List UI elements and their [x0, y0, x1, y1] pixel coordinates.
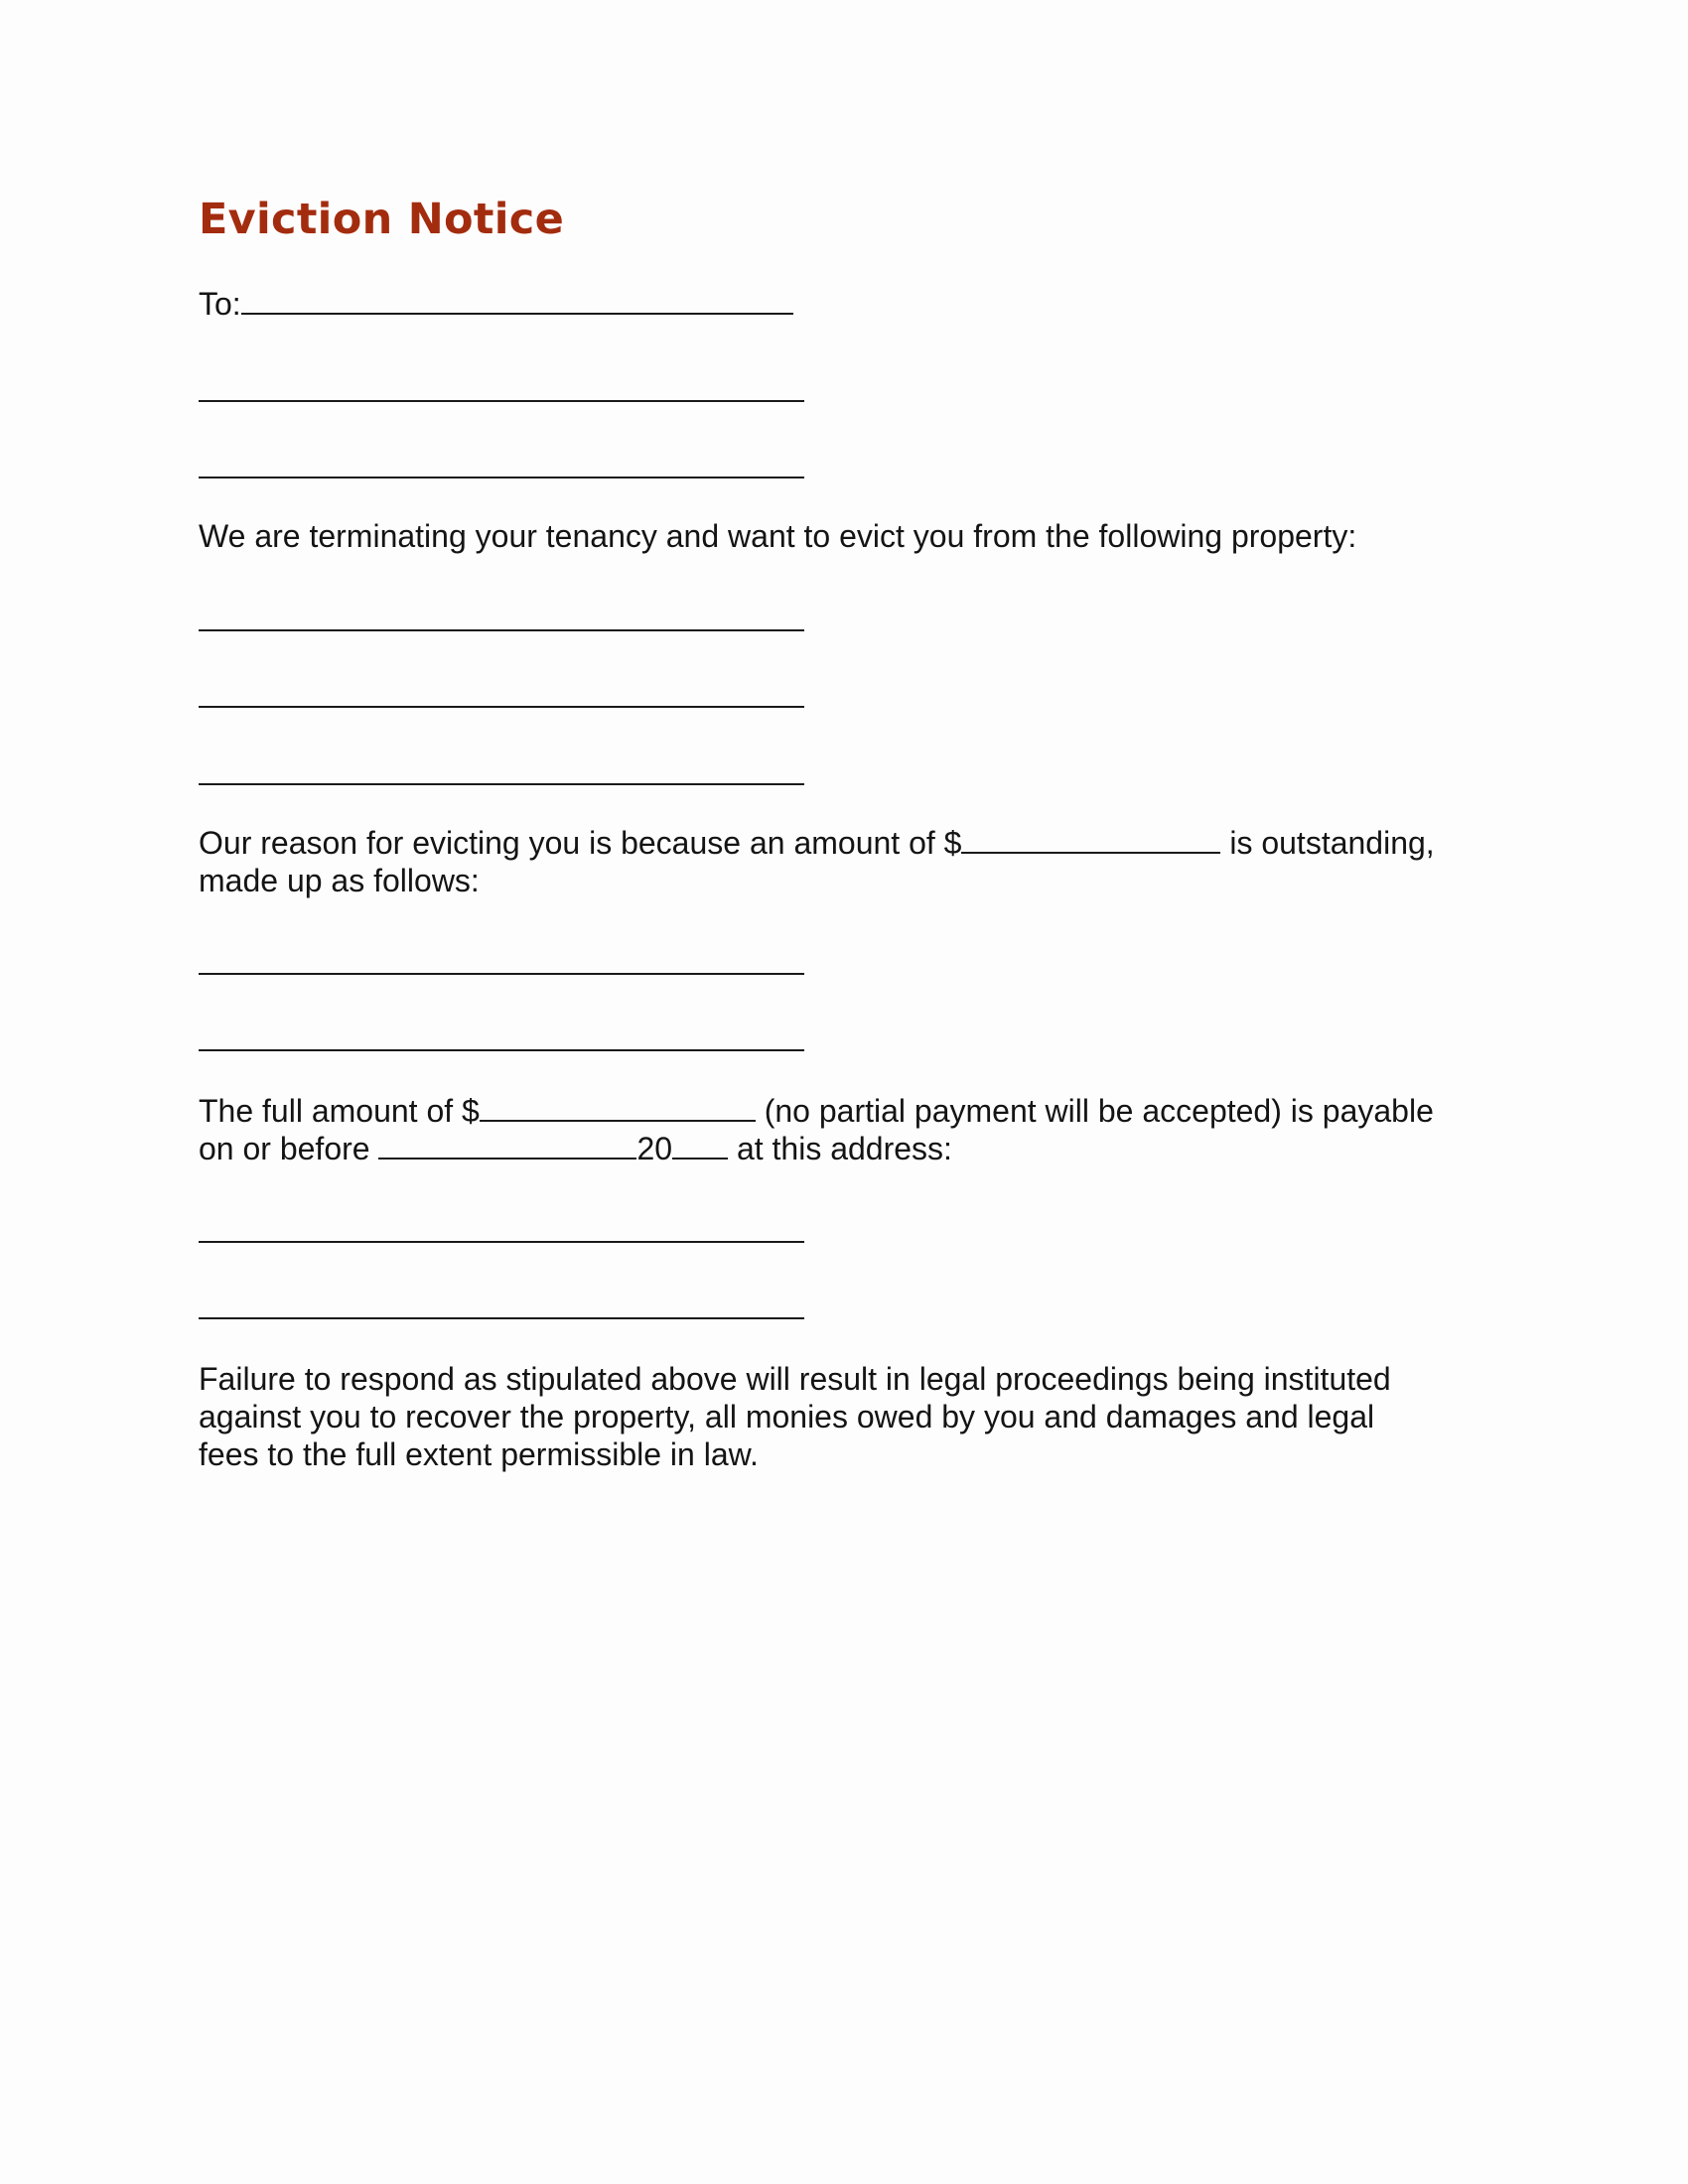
payment-address-blank-1[interactable]: [199, 1241, 804, 1243]
property-blank-2[interactable]: [199, 706, 804, 708]
to-row: [199, 285, 793, 323]
reason-paragraph: [199, 824, 1489, 899]
payment-address-blank-2[interactable]: [199, 1317, 804, 1319]
reason-text-b: is outstanding,: [1220, 825, 1435, 861]
breakdown-blank-1[interactable]: [199, 973, 804, 975]
full-amount-blank[interactable]: [480, 1093, 756, 1122]
to-address-blank-2[interactable]: [199, 477, 804, 478]
reason-text-c: made up as follows:: [199, 863, 480, 898]
reason-text-a: Our reason for evicting you is because an amount of $: [199, 825, 962, 861]
property-blank-1[interactable]: [199, 629, 804, 631]
failure-line-1: Failure to respond as stipulated above will result in legal proceedings being instituted: [199, 1361, 1391, 1397]
outstanding-amount-blank[interactable]: [961, 825, 1220, 854]
to-name-blank[interactable]: [241, 286, 793, 315]
failure-line-2: against you to recover the property, all monies owed by you and damages and legal: [199, 1399, 1375, 1434]
payment-text-b: (no partial payment will be accepted) is payable: [755, 1093, 1434, 1129]
page-title: Eviction Notice: [199, 195, 565, 244]
to-address-blank-1[interactable]: [199, 400, 804, 402]
property-blank-3[interactable]: [199, 783, 804, 785]
payment-text-c: on or before: [199, 1131, 379, 1166]
breakdown-blank-2[interactable]: [199, 1049, 804, 1051]
termination-paragraph: We are terminating your tenancy and want to evict you from the following property:: [199, 518, 1357, 554]
failure-line-3: fees to the full extent permissible in law.: [199, 1436, 759, 1472]
failure-paragraph: [199, 1360, 1489, 1473]
to-label: To:: [199, 286, 241, 322]
payment-paragraph: [199, 1092, 1489, 1167]
payment-text-a: The full amount of $: [199, 1093, 480, 1129]
payment-text-e: at this address:: [728, 1131, 952, 1166]
due-year-blank[interactable]: [672, 1131, 728, 1160]
payment-text-d: 20: [636, 1131, 673, 1166]
due-date-blank[interactable]: [378, 1131, 636, 1160]
